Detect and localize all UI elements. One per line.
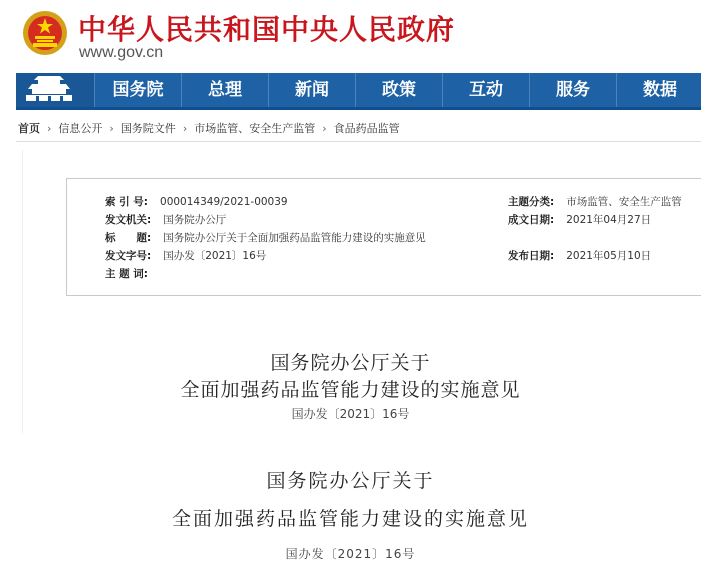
info-row-published [508,248,651,263]
tiananmen-icon [16,73,94,107]
chevron-right-icon: › [322,122,327,135]
nav-item-state-council[interactable]: 国务院 [94,73,181,107]
info-value: 2021年04月27日 [566,214,652,226]
breadcrumb [18,120,400,136]
national-emblem-icon[interactable] [22,10,68,56]
main-nav [16,73,701,110]
info-value: 国务院办公厅关于全面加强药品监管能力建设的实施意见 [163,232,426,244]
info-label: 主 题 词: [105,268,149,280]
info-row-created [508,212,651,227]
chevron-right-icon: › [182,122,188,135]
info-value: 国办发〔2021〕16号 [163,250,267,262]
info-label: 索 引 号: [105,196,149,208]
lower-title-line1: 国务院办公厅关于 [266,470,435,492]
breadcrumb-market-supervision[interactable]: 市场监管、安全生产监管 [194,122,316,135]
info-label: 标 题: [105,232,152,244]
lower-title-line2: 全面加强药品监管能力建设的实施意见 [171,508,529,530]
breadcrumb-food-drug[interactable]: 食品药品监管 [333,122,400,135]
document-title-line1: 国务院办公厅关于 [270,352,431,374]
nav-item-news[interactable]: 新闻 [268,73,355,107]
nav-item-interaction[interactable]: 互动 [442,73,529,107]
breadcrumb-info-public[interactable]: 信息公开 [58,122,103,135]
info-value: 000014349/2021-00039 [160,196,288,208]
document-info-table [66,178,701,296]
nav-item-data[interactable]: 数据 [616,73,701,107]
document-number: 国办发〔2021〕16号 [291,407,410,421]
info-value: 市场监管、安全生产监管 [566,196,682,208]
info-row-title [105,230,426,245]
info-row-issuer [105,212,226,227]
info-label: 成文日期: [508,214,555,226]
info-row-subject [105,266,160,281]
breadcrumb-divider [16,141,701,142]
site-url[interactable]: www.gov.cn [79,44,164,61]
info-label: 发文机关: [105,214,152,226]
nav-home[interactable] [16,73,94,107]
nav-item-premier[interactable]: 总理 [181,73,268,107]
chevron-right-icon: › [109,122,114,135]
site-header [0,0,701,72]
info-row-index [105,194,288,209]
info-label: 发文字号: [105,250,152,262]
nav-item-services[interactable]: 服务 [529,73,616,107]
info-row-category [508,194,682,209]
site-name[interactable]: 中华人民共和国中央人民政府 [78,13,456,46]
chevron-right-icon: › [47,122,52,135]
info-label: 发布日期: [508,250,555,262]
info-value: 2021年05月10日 [566,250,652,262]
info-row-docno [105,248,266,263]
info-value: 国务院办公厅 [163,214,227,226]
info-label: 主题分类: [508,196,555,208]
breadcrumb-council-docs[interactable]: 国务院文件 [120,122,176,135]
document-title-line2: 全面加强药品监管能力建设的实施意见 [180,379,521,401]
lower-document-number: 国办发〔2021〕16号 [285,547,416,561]
nav-list [94,73,701,107]
breadcrumb-home[interactable]: 首页 [18,122,40,135]
nav-item-policy[interactable]: 政策 [355,73,442,107]
